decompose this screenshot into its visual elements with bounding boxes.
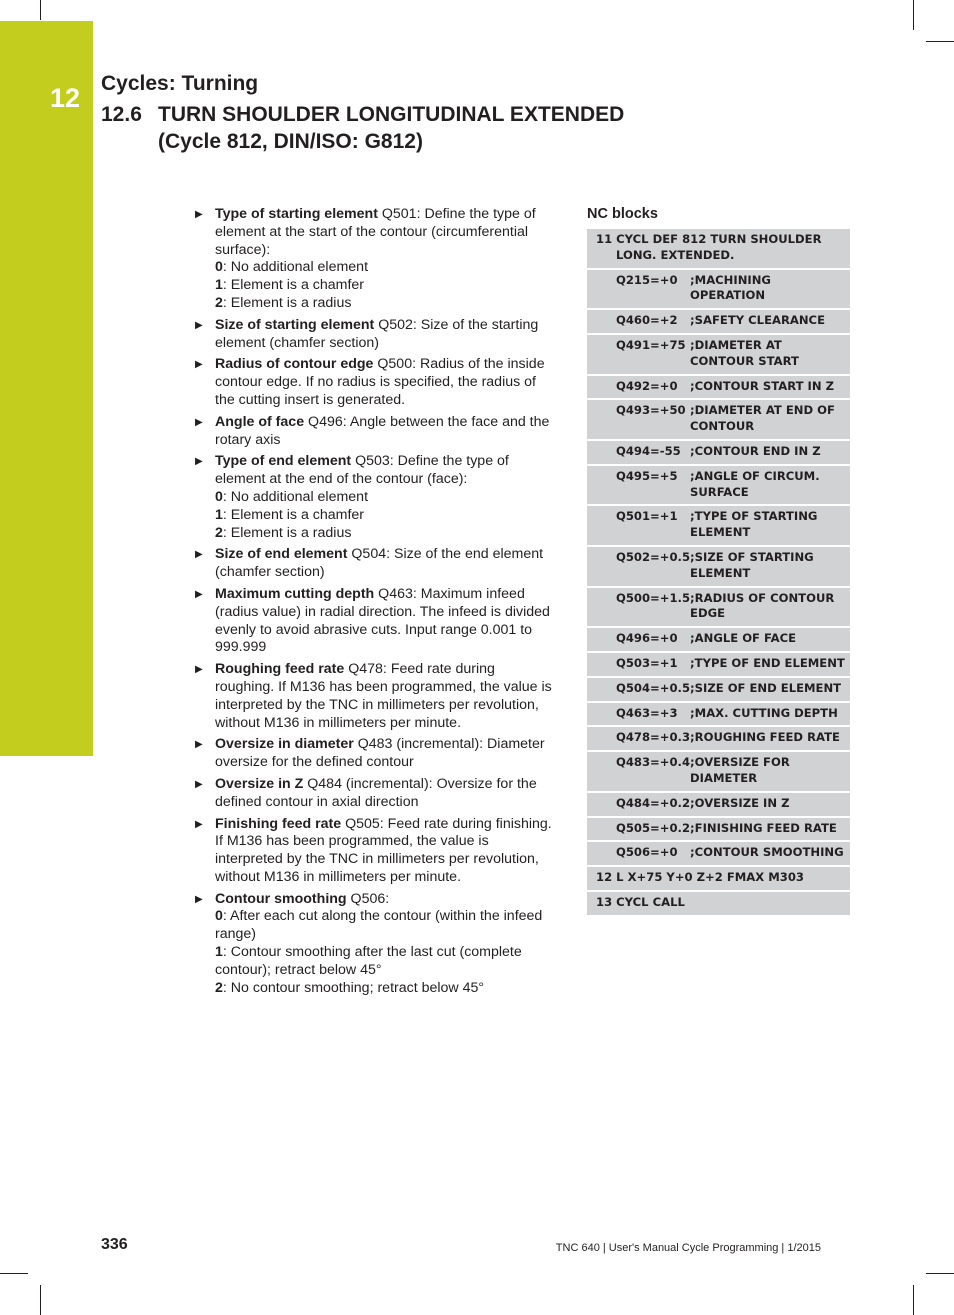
nc-param-row: [587, 441, 850, 464]
nc-param-value: Q215=+0: [587, 270, 690, 309]
parameter-item: [193, 816, 558, 887]
parameter-option: [215, 944, 558, 980]
parameter-title: Oversize in diameter: [215, 736, 354, 753]
crop-mark: [913, 0, 914, 30]
nc-param-comment: ;OVERSIZE FOR DIAMETER: [690, 752, 850, 791]
nc-param-comment: ;MACHINING OPERATION: [690, 270, 850, 309]
nc-param-row: [587, 547, 850, 586]
bullet-arrow-icon: ▶: [195, 359, 203, 371]
nc-param-value: Q495=+5: [587, 466, 690, 505]
nc-param-value: Q460=+2: [587, 310, 690, 333]
nc-block-row: [587, 892, 850, 915]
parameter-item: [193, 356, 558, 409]
nc-param-row: [587, 793, 850, 816]
option-text: : Element is a radius: [222, 524, 352, 541]
option-number: 0: [215, 259, 223, 276]
option-text: : Element is a chamfer: [222, 277, 365, 294]
nc-param-comment: ;RADIUS OF CONTOUR EDGE: [690, 588, 850, 627]
nc-param-value: Q505=+0.2: [587, 818, 690, 841]
nc-param-comment: ;ANGLE OF FACE: [690, 628, 850, 651]
crop-mark: [0, 1273, 28, 1274]
option-text: : No contour smoothing; retract below 45°: [222, 979, 485, 996]
nc-param-comment: ;SAFETY CLEARANCE: [690, 310, 850, 333]
nc-param-comment: ;CONTOUR START IN Z: [690, 376, 850, 399]
option-text: : Element is a radius: [222, 294, 352, 311]
nc-param-comment: ;CONTOUR SMOOTHING: [690, 842, 850, 865]
nc-param-comment: ;TYPE OF STARTING ELEMENT: [690, 506, 850, 545]
section-number: 12.6: [101, 103, 142, 126]
option-number: 1: [215, 506, 223, 523]
parameter-title: Size of starting element: [215, 316, 375, 333]
parameter-title: Type of starting element: [215, 206, 378, 222]
parameter-option: [215, 277, 558, 295]
parameter-description: Q484 (incremental): Oversize for the defined contour in axial direction: [215, 775, 537, 810]
parameter-description: Q504: Size of the end element (chamfer section): [215, 546, 544, 581]
parameter-title: Type of end element: [215, 453, 352, 470]
footer-text: TNC 640 | User's Manual Cycle Programming | 1/2015: [555, 1242, 821, 1254]
nc-param-row: [587, 466, 850, 505]
chapter-title: Cycles: Turning: [101, 72, 259, 95]
nc-param-row: [587, 588, 850, 627]
nc-param-row: [587, 752, 850, 791]
nc-param-row: [587, 335, 850, 374]
chapter-side-band: [0, 21, 93, 756]
nc-block-text: 13 CYCL CALL: [587, 892, 850, 915]
option-text: : Element is a chamfer: [222, 506, 365, 523]
parameter-option: [215, 489, 558, 507]
parameter-item: [193, 206, 558, 313]
nc-block-cycl-def: [587, 229, 850, 268]
nc-param-value: Q496=+0: [587, 628, 690, 651]
parameter-item: [193, 453, 558, 542]
bullet-arrow-icon: ▶: [195, 739, 203, 751]
nc-param-value: Q504=+0.5: [587, 678, 690, 701]
parameter-option: [215, 295, 558, 313]
nc-param-comment: ;FINISHING FEED RATE: [690, 818, 850, 841]
nc-param-value: Q494=-55: [587, 441, 690, 464]
bullet-arrow-icon: ▶: [195, 209, 203, 220]
parameter-title: Size of end element: [215, 546, 348, 563]
nc-param-value: Q503=+1: [587, 653, 690, 676]
parameter-option: [215, 525, 558, 543]
nc-param-comment: ;CONTOUR END IN Z: [690, 441, 850, 464]
nc-param-row: [587, 506, 850, 545]
nc-param-value: Q506=+0: [587, 842, 690, 865]
option-number: 0: [215, 908, 223, 925]
nc-param-comment: ;ROUGHING FEED RATE: [690, 727, 850, 750]
parameter-description: Q502: Size of the starting element (chamfer section): [215, 316, 539, 351]
section-title-line2: (Cycle 812, DIN/ISO: G812): [158, 130, 423, 153]
nc-param-value: Q484=+0.2: [587, 793, 690, 816]
parameter-option: [215, 507, 558, 525]
parameter-title: Angle of face: [215, 413, 305, 430]
parameter-description: Q496: Angle between the face and the rotary axis: [215, 413, 550, 448]
nc-param-value: Q492=+0: [587, 376, 690, 399]
parameter-description: Q463: Maximum infeed (radius value) in radial direction. The infeed is divided evenly to avoid abrasive cuts. Input range 0.001 to 999.999: [215, 585, 550, 656]
nc-param-value: Q483=+0.4: [587, 752, 690, 791]
parameter-option: [215, 908, 558, 944]
parameter-item: [193, 661, 558, 732]
bullet-arrow-icon: ▶: [195, 588, 203, 600]
nc-param-value: Q500=+1.5: [587, 588, 690, 627]
nc-param-row: [587, 400, 850, 439]
nc-param-comment: ;SIZE OF END ELEMENT: [690, 678, 850, 701]
parameter-item: [193, 776, 558, 812]
chapter-number: 12: [50, 83, 81, 113]
nc-param-row: [587, 842, 850, 865]
nc-param-comment: ;TYPE OF END ELEMENT: [690, 653, 850, 676]
parameter-title: Radius of contour edge: [215, 356, 374, 373]
parameter-description: Q483 (incremental): Diameter oversize for the defined contour: [215, 736, 545, 771]
nc-param-row: [587, 727, 850, 750]
option-number: 1: [215, 277, 223, 294]
parameter-option: [215, 259, 558, 277]
crop-mark: [913, 1285, 914, 1315]
parameter-title: Oversize in Z: [215, 775, 304, 792]
nc-block-row: [587, 229, 850, 268]
parameter-description: Q501: Define the type of element at the start of the contour (circumferential surface):: [215, 206, 536, 258]
parameter-description: Q505: Feed rate during finishing. If M136 has been programmed, the value is interpreted by the TNC in millimeters per revolution, without M136 in millimeters per minute.: [215, 815, 552, 885]
nc-param-row: [587, 653, 850, 676]
nc-param-value: Q493=+50: [587, 400, 690, 439]
option-number: 2: [215, 524, 223, 541]
option-number: 2: [215, 979, 223, 996]
section-title-line1: TURN SHOULDER LONGITUDINAL EXTENDED: [158, 103, 625, 126]
nc-param-row: [587, 818, 850, 841]
nc-param-row: [587, 310, 850, 333]
parameter-item: [193, 586, 558, 657]
parameter-item: [193, 736, 558, 772]
option-text: : No additional element: [222, 488, 369, 505]
nc-param-row: [587, 270, 850, 309]
option-text: : No additional element: [222, 259, 369, 276]
nc-param-row: [587, 628, 850, 651]
nc-param-row: [587, 376, 850, 399]
parameter-title: Roughing feed rate: [215, 661, 345, 678]
crop-mark: [40, 0, 41, 20]
parameter-list: [193, 206, 558, 1001]
parameter-title: Contour smoothing: [215, 890, 347, 907]
parameter-item: [193, 317, 558, 353]
option-number: 2: [215, 294, 223, 311]
parameter-title: Finishing feed rate: [215, 815, 342, 832]
parameter-description: Q503: Define the type of element at the end of the contour (face):: [215, 453, 509, 488]
nc-block-row: [587, 867, 850, 890]
parameter-description: Q500: Radius of the inside contour edge. If no radius is specified, the radius of the cutting insert is generated.: [215, 356, 545, 408]
parameter-description: Q506:: [346, 890, 390, 907]
option-number: 0: [215, 488, 223, 505]
bullet-arrow-icon: ▶: [195, 549, 203, 561]
parameter-title: Maximum cutting depth: [215, 585, 375, 602]
nc-param-value: Q478=+0.3: [587, 727, 690, 750]
bullet-arrow-icon: ▶: [195, 893, 203, 905]
nc-block-text: 11 CYCL DEF 812 TURN SHOULDER: [596, 232, 822, 246]
option-text: : Contour smoothing after the last cut (complete contour); retract below 45°: [215, 944, 522, 978]
nc-param-comment: ;OVERSIZE IN Z: [690, 793, 850, 816]
nc-param-value: Q463=+3: [587, 703, 690, 726]
nc-param-value: Q501=+1: [587, 506, 690, 545]
crop-mark: [926, 41, 954, 42]
bullet-arrow-icon: ▶: [195, 456, 203, 468]
nc-param-comment: ;SIZE OF STARTING ELEMENT: [690, 547, 850, 586]
page-number: 336: [101, 1236, 128, 1253]
nc-param-comment: ;DIAMETER AT CONTOUR START: [690, 335, 850, 374]
nc-blocks-table: [587, 227, 850, 917]
crop-mark: [926, 1273, 954, 1274]
nc-param-comment: ;DIAMETER AT END OF CONTOUR: [690, 400, 850, 439]
parameter-item: [193, 891, 558, 998]
nc-param-value: Q502=+0.5: [587, 547, 690, 586]
nc-blocks-heading: NC blocks: [587, 206, 658, 222]
nc-param-value: Q491=+75: [587, 335, 690, 374]
option-text: : After each cut along the contour (within the infeed range): [215, 908, 543, 943]
crop-mark: [40, 1285, 41, 1315]
nc-param-row: [587, 678, 850, 701]
bullet-arrow-icon: ▶: [195, 416, 203, 428]
nc-block-text: LONG. EXTENDED.: [616, 247, 735, 262]
parameter-description: Q478: Feed rate during roughing. If M136 has been programmed, the value is interpreted by the TNC in millimeters per revolution, without M136 in millimeters per minute.: [215, 661, 552, 731]
bullet-arrow-icon: ▶: [195, 778, 203, 790]
nc-param-comment: ;ANGLE OF CIRCUM. SURFACE: [690, 466, 850, 505]
bullet-arrow-icon: ▶: [195, 319, 203, 331]
parameter-item: [193, 546, 558, 582]
parameter-option: [215, 980, 558, 998]
bullet-arrow-icon: ▶: [195, 664, 203, 676]
nc-block-text: 12 L X+75 Y+0 Z+2 FMAX M303: [587, 867, 850, 890]
option-number: 1: [215, 944, 223, 961]
parameter-item: [193, 414, 558, 450]
nc-param-row: [587, 703, 850, 726]
nc-param-comment: ;MAX. CUTTING DEPTH: [690, 703, 850, 726]
bullet-arrow-icon: ▶: [195, 818, 203, 830]
